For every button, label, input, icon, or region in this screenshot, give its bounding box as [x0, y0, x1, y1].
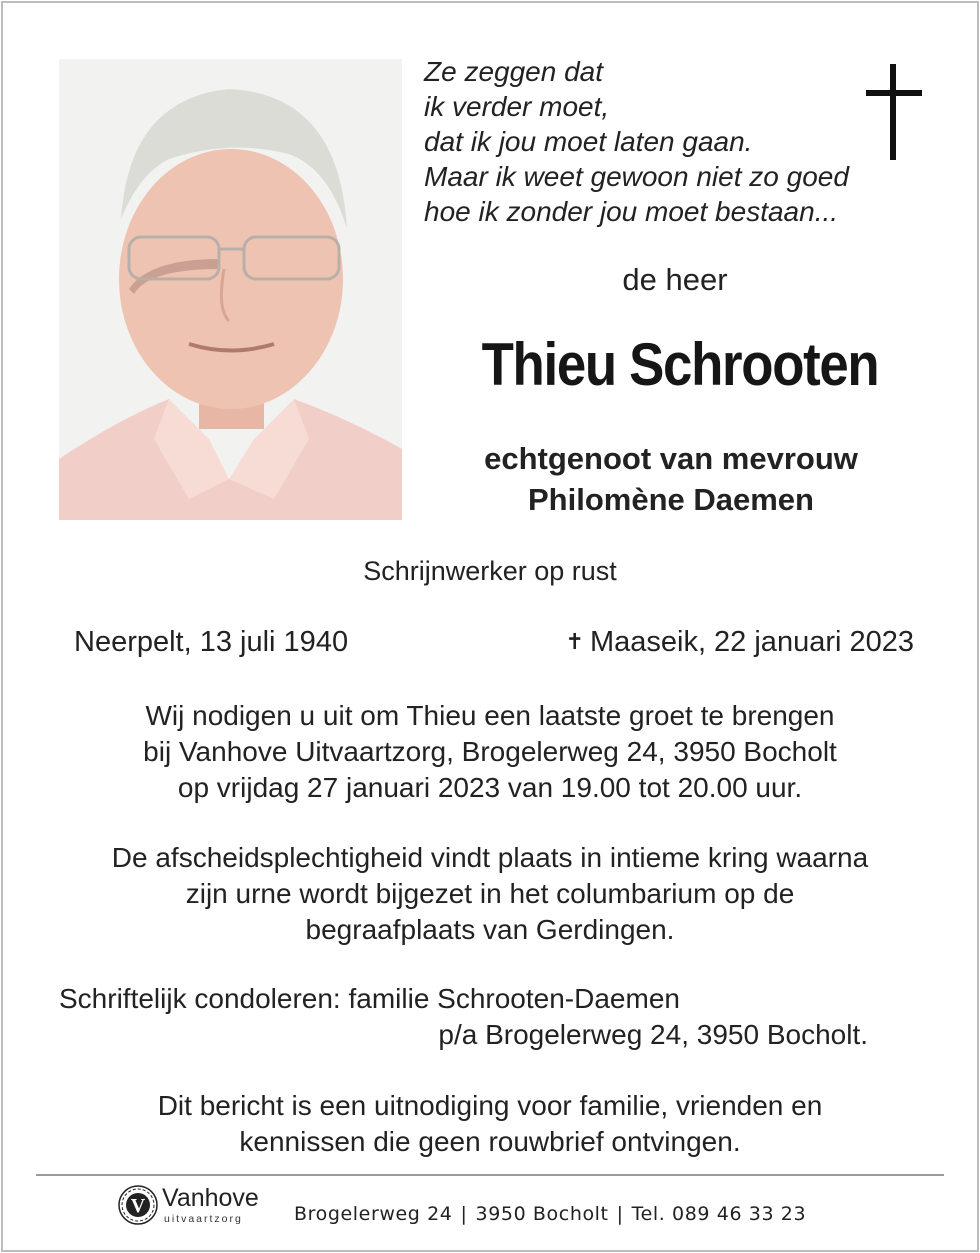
brand-subtitle: uitvaartzorg	[164, 1213, 243, 1225]
ceremony-paragraph	[40, 840, 940, 948]
vanhove-logo-icon	[116, 1182, 160, 1228]
condolence-address: p/a Brogelerweg 24, 3950 Bocholt.	[438, 1019, 868, 1050]
paragraph-line: kennissen die geen rouwbrief ontvingen.	[239, 1126, 741, 1157]
cross-icon	[866, 64, 922, 160]
footer-phone: Tel. 089 46 33 23	[631, 1203, 807, 1225]
paragraph-line: De afscheidsplechtigheid vindt plaats in intieme kring waarna	[111, 842, 869, 873]
footer-address: Brogelerweg 24	[294, 1203, 453, 1225]
deceased-name: Thieu Schrooten	[481, 331, 879, 398]
profession: Schrijnwerker op rust	[363, 556, 617, 586]
condolence-line: Schriftelijk condoleren: familie Schrooten-Daemen	[59, 983, 680, 1014]
poem-line: Maar ik weet gewoon niet zo goed	[424, 161, 849, 192]
spouse-line: echtgenoot van mevrouw	[484, 441, 858, 476]
poem-line: Ze zeggen dat	[424, 56, 604, 87]
notice-paragraph	[40, 1088, 940, 1160]
death-text: Maaseik, 22 januari 2023	[589, 626, 914, 658]
portrait-photo	[59, 59, 402, 520]
footer-contact	[294, 1203, 806, 1225]
separator: |	[460, 1203, 468, 1225]
spouse-info	[420, 438, 922, 520]
footer-city: 3950 Bocholt	[475, 1203, 609, 1225]
poem-line: hoe ik zonder jou moet bestaan...	[424, 196, 839, 227]
death-info	[566, 626, 914, 659]
paragraph-line: begraafplaats van Gerdingen.	[305, 914, 675, 945]
poem	[424, 54, 849, 229]
birth-info: Neerpelt, 13 juli 1940	[74, 626, 349, 658]
paragraph-line: op vrijdag 27 januari 2023 van 19.00 tot 20.00 uur.	[177, 772, 803, 803]
poem-line: dat ik jou moet laten gaan.	[424, 126, 753, 157]
invitation-paragraph	[40, 698, 940, 806]
separator: |	[616, 1203, 624, 1225]
dagger-icon: ✝	[565, 629, 584, 654]
brand-name: Vanhove	[162, 1184, 259, 1212]
spouse-name: Philomène Daemen	[528, 482, 814, 517]
footer-divider	[36, 1174, 944, 1176]
paragraph-line: zijn urne wordt bijgezet in het columbarium op de	[185, 878, 795, 909]
honorific: de heer	[622, 262, 728, 297]
paragraph-line: Wij nodigen u uit om Thieu een laatste groet te brengen	[145, 700, 835, 731]
poem-line: ik verder moet,	[424, 91, 610, 122]
paragraph-line: Dit bericht is een uitnodiging voor familie, vrienden en	[157, 1090, 823, 1121]
logo-letter: V	[130, 1195, 146, 1217]
paragraph-line: bij Vanhove Uitvaartzorg, Brogelerweg 24, 3950 Bocholt	[143, 736, 837, 767]
